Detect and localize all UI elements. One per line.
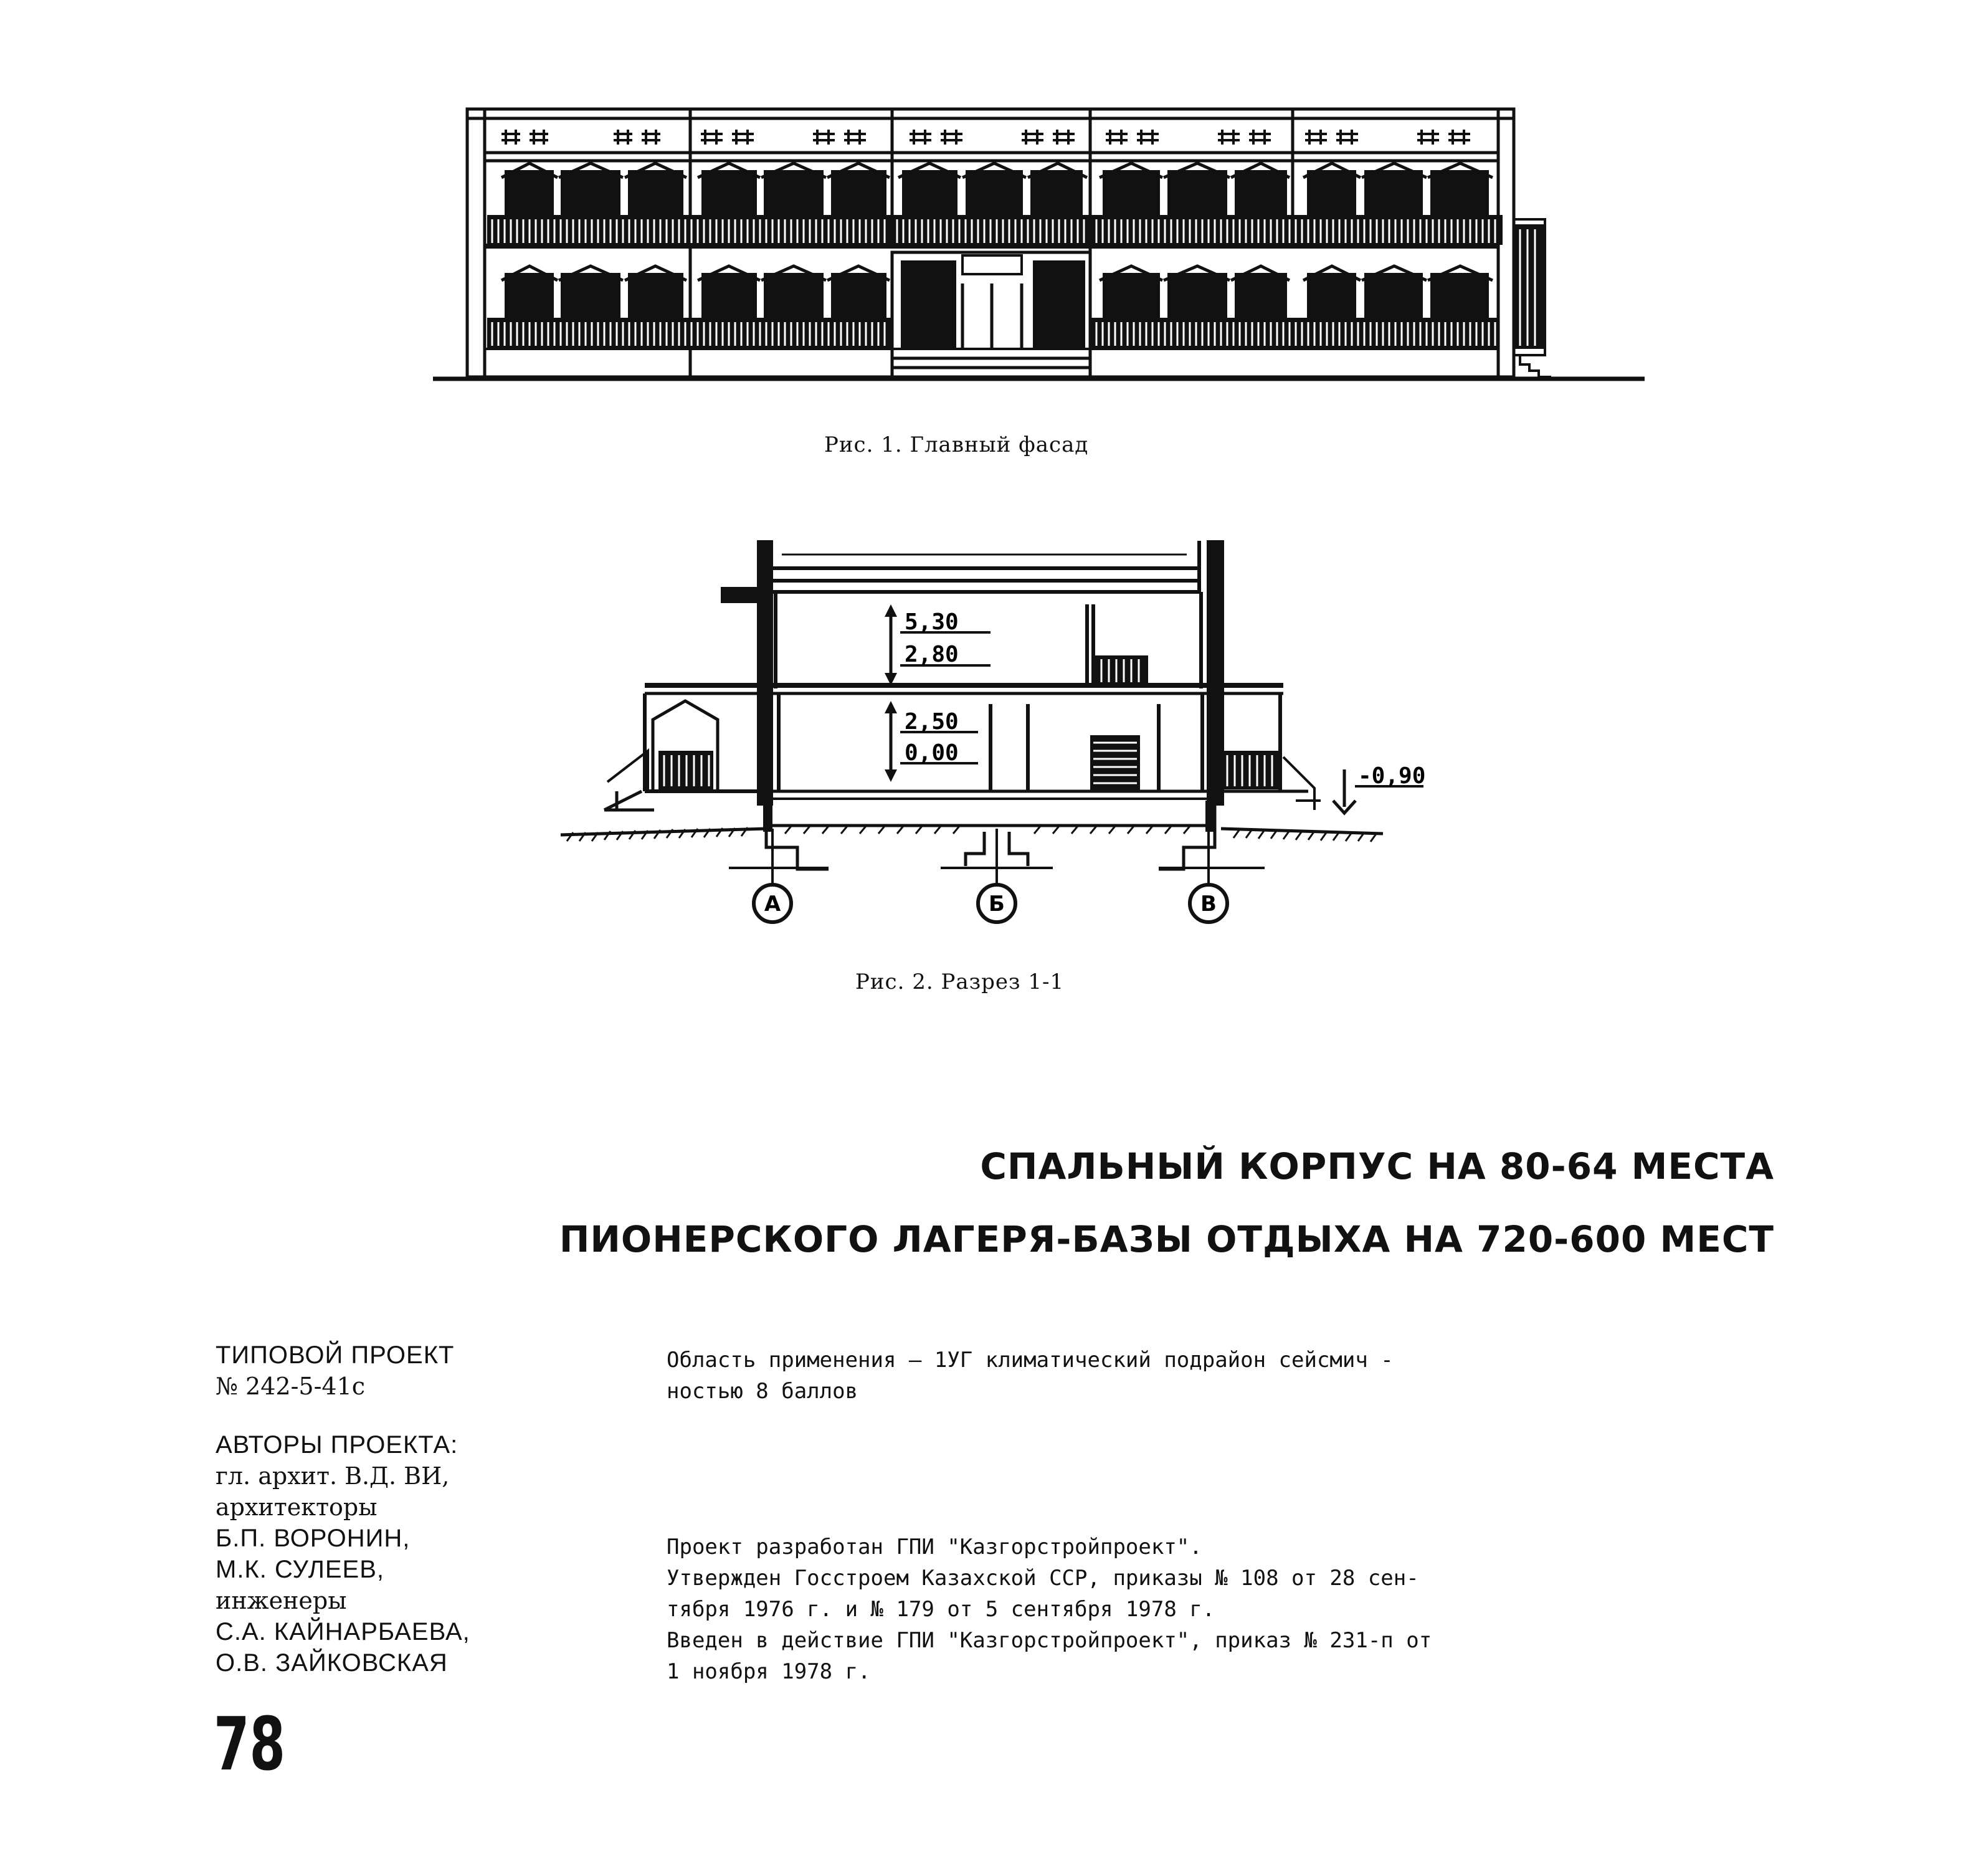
- details-text: [667, 1531, 1432, 1687]
- author-line: инженеры: [216, 1587, 347, 1614]
- scope-text: [667, 1345, 1394, 1407]
- details-line: Утвержден Госстроем Казахской ССР, приказы № 108 от 28 сен-: [667, 1566, 1419, 1591]
- project-number: № 242-5-41с: [216, 1373, 366, 1400]
- author-line: архитекторы: [216, 1493, 378, 1521]
- elevation-label: 5,30: [905, 609, 959, 635]
- page-title-line1: СПАЛЬНЫЙ КОРПУС НА 80-64 МЕСТА: [980, 1145, 1774, 1188]
- details-line: Проект разработан ГПИ "Казгорстройпроект".: [667, 1535, 1202, 1559]
- figure1-caption: Рис. 1. Главный фасад: [824, 432, 1089, 457]
- elevation-label: 2,50: [905, 709, 959, 735]
- details-line: Введен в действие ГПИ "Казгорстройпроект", приказ № 231-п от: [667, 1628, 1432, 1653]
- authors-heading: АВТОРЫ ПРОЕКТА:: [216, 1431, 458, 1459]
- elevation-label: -0,90: [1358, 763, 1426, 789]
- elevation-label: 0,00: [905, 740, 959, 766]
- axis-label: Б: [989, 892, 1005, 917]
- page-title-line2: ПИОНЕРСКОГО ЛАГЕРЯ-БАЗЫ ОТДЫХА НА 720-600 МЕСТ: [559, 1218, 1774, 1260]
- project-info: [216, 1340, 470, 1678]
- scope-line: Область применения – 1УГ климатический подрайон сейсмич -: [667, 1348, 1394, 1373]
- elevation-label: 2,80: [905, 642, 959, 667]
- details-line: тября 1976 г. и № 179 от 5 сентября 1978 г.: [667, 1597, 1215, 1622]
- figure2-caption: Рис. 2. Разрез 1-1: [855, 969, 1065, 994]
- author-line: Б.П. ВОРОНИН,: [216, 1525, 411, 1552]
- author-line: М.К. СУЛЕЕВ,: [216, 1556, 385, 1583]
- axis-label: А: [764, 892, 781, 917]
- axis-label: В: [1200, 892, 1217, 917]
- details-line: 1 ноября 1978 г.: [667, 1659, 871, 1684]
- scope-line: ностью 8 баллов: [667, 1379, 858, 1404]
- author-line: гл. архит. В.Д. ВИ,: [216, 1462, 450, 1490]
- author-line: С.А. КАЙНАРБАЕВА,: [216, 1618, 470, 1645]
- project-type-label: ТИПОВОЙ ПРОЕКТ: [216, 1341, 455, 1369]
- page-number: 78: [214, 1701, 285, 1787]
- author-line: О.В. ЗАЙКОВСКАЯ: [216, 1649, 448, 1677]
